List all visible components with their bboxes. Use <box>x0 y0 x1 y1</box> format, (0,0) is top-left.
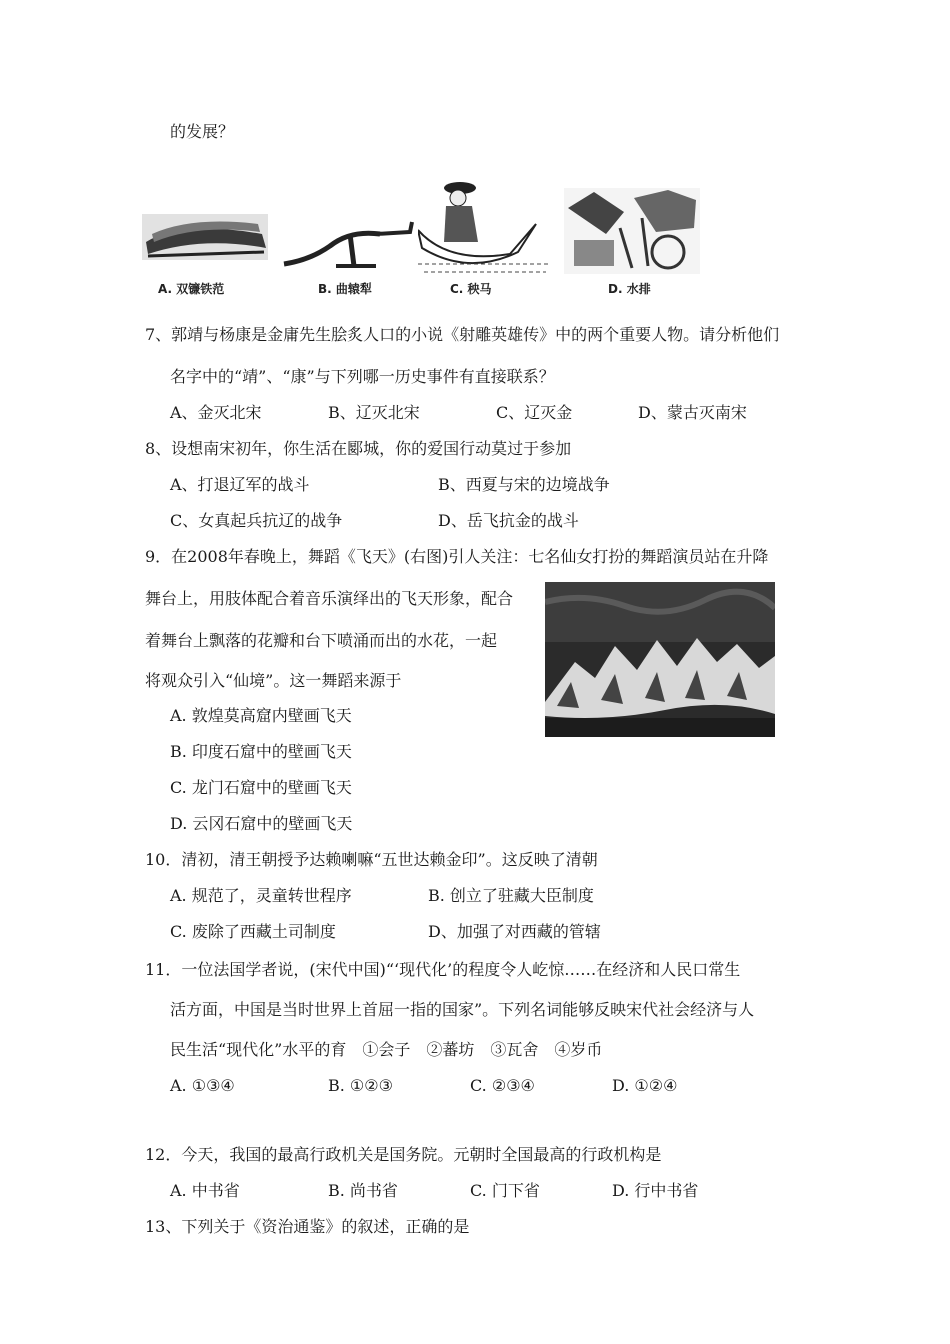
tool-caption-a: A. 双镰铁范 <box>158 282 225 296</box>
iron-mold-image <box>142 212 270 262</box>
q7-stem-line1: 7、郭靖与杨康是金庸先生脍炙人口的小说《射雕英雄传》中的两个重要人物。请分析他们 <box>145 325 780 344</box>
q12-option-a: A. 中书省 <box>170 1181 240 1200</box>
feitian-dance-photo <box>545 582 775 737</box>
q9-stem-line1: 9．在2008年春晚上，舞蹈《飞天》(右图)引人关注：七名仙女打扮的舞蹈演员站在升降 <box>145 547 769 566</box>
q12-stem: 12．今天，我国的最高行政机关是国务院。元朝时全国最高的行政机构是 <box>145 1145 662 1164</box>
q11-stem-line1: 11．一位法国学者说，(宋代中国)“‘现代化’的程度令人屹惊……在经济和人民口常生 <box>145 960 741 979</box>
q9-option-c: C. 龙门石窟中的壁画飞天 <box>170 778 352 797</box>
q10-option-d: D、加强了对西藏的管辖 <box>428 922 601 941</box>
q9-stem-line4: 将观众引入“仙境”。这一舞蹈来源于 <box>145 671 402 690</box>
curved-plow-image <box>280 220 420 270</box>
q13-stem: 13、下列关于《资治通鉴》的叙述，正确的是 <box>145 1217 470 1236</box>
q11-option-b: B. ①②③ <box>328 1076 393 1095</box>
q11-stem-line2: 活方面，中国是当时世界上首屈一指的国家”。下列名词能够反映宋代社会经济与人 <box>170 1000 755 1019</box>
rice-seedling-horse-image <box>418 180 558 276</box>
q12-option-b: B. 尚书省 <box>328 1181 398 1200</box>
q7-stem-line2: 名字中的“靖”、“康”与下列哪一历史事件有直接联系？ <box>170 367 555 386</box>
q8-option-c: C、女真起兵抗辽的战争 <box>170 511 343 530</box>
q10-option-b: B. 创立了驻藏大臣制度 <box>428 886 594 905</box>
q11-option-c: C. ②③④ <box>470 1076 535 1095</box>
q9-stem-line3: 着舞台上飘落的花瓣和台下喷涌而出的水花，一起 <box>145 631 498 650</box>
water-bellows-image <box>564 188 700 274</box>
q8-option-b: B、西夏与宋的边境战争 <box>438 475 610 494</box>
q10-option-c: C. 废除了西藏土司制度 <box>170 922 336 941</box>
q9-stem-line2: 舞台上，用肢体配合着音乐演绎出的飞天形象，配合 <box>145 589 514 608</box>
q12-option-d: D. 行中书省 <box>612 1181 699 1200</box>
q8-stem: 8、设想南宋初年，你生活在郾城，你的爱国行动莫过于参加 <box>145 439 572 458</box>
q8-option-a: A、打退辽军的战斗 <box>170 475 310 494</box>
q7-option-b: B、辽灭北宋 <box>328 403 420 422</box>
q12-option-c: C. 门下省 <box>470 1181 540 1200</box>
q9-option-b: B. 印度石窟中的壁画飞天 <box>170 742 352 761</box>
q11-option-a: A. ①③④ <box>170 1076 235 1095</box>
q11-option-d: D. ①②④ <box>612 1076 678 1095</box>
q9-option-a: A. 敦煌莫高窟内壁画飞天 <box>170 706 352 725</box>
q7-option-d: D、蒙古灭南宋 <box>638 403 747 422</box>
q9-option-d: D. 云冈石窟中的壁画飞天 <box>170 814 353 833</box>
tool-caption-c: C. 秧马 <box>450 282 492 296</box>
q11-stem-line3: 民生活“现代化”水平的育 ①会子 ②蕃坊 ③瓦舍 ④岁币 <box>170 1040 603 1059</box>
q7-option-a: A、金灭北宋 <box>170 403 262 422</box>
q10-option-a: A. 规范了，灵童转世程序 <box>170 886 352 905</box>
q10-stem: 10．清初，清王朝授予达赖喇嘛“五世达赖金印”。这反映了清朝 <box>145 850 598 869</box>
question-continuation: 的发展？ <box>170 122 235 141</box>
q7-option-c: C、辽灭金 <box>496 403 573 422</box>
tool-caption-d: D. 水排 <box>608 282 651 296</box>
q8-option-d: D、岳飞抗金的战斗 <box>438 511 579 530</box>
tool-caption-b: B. 曲辕犁 <box>318 282 372 296</box>
